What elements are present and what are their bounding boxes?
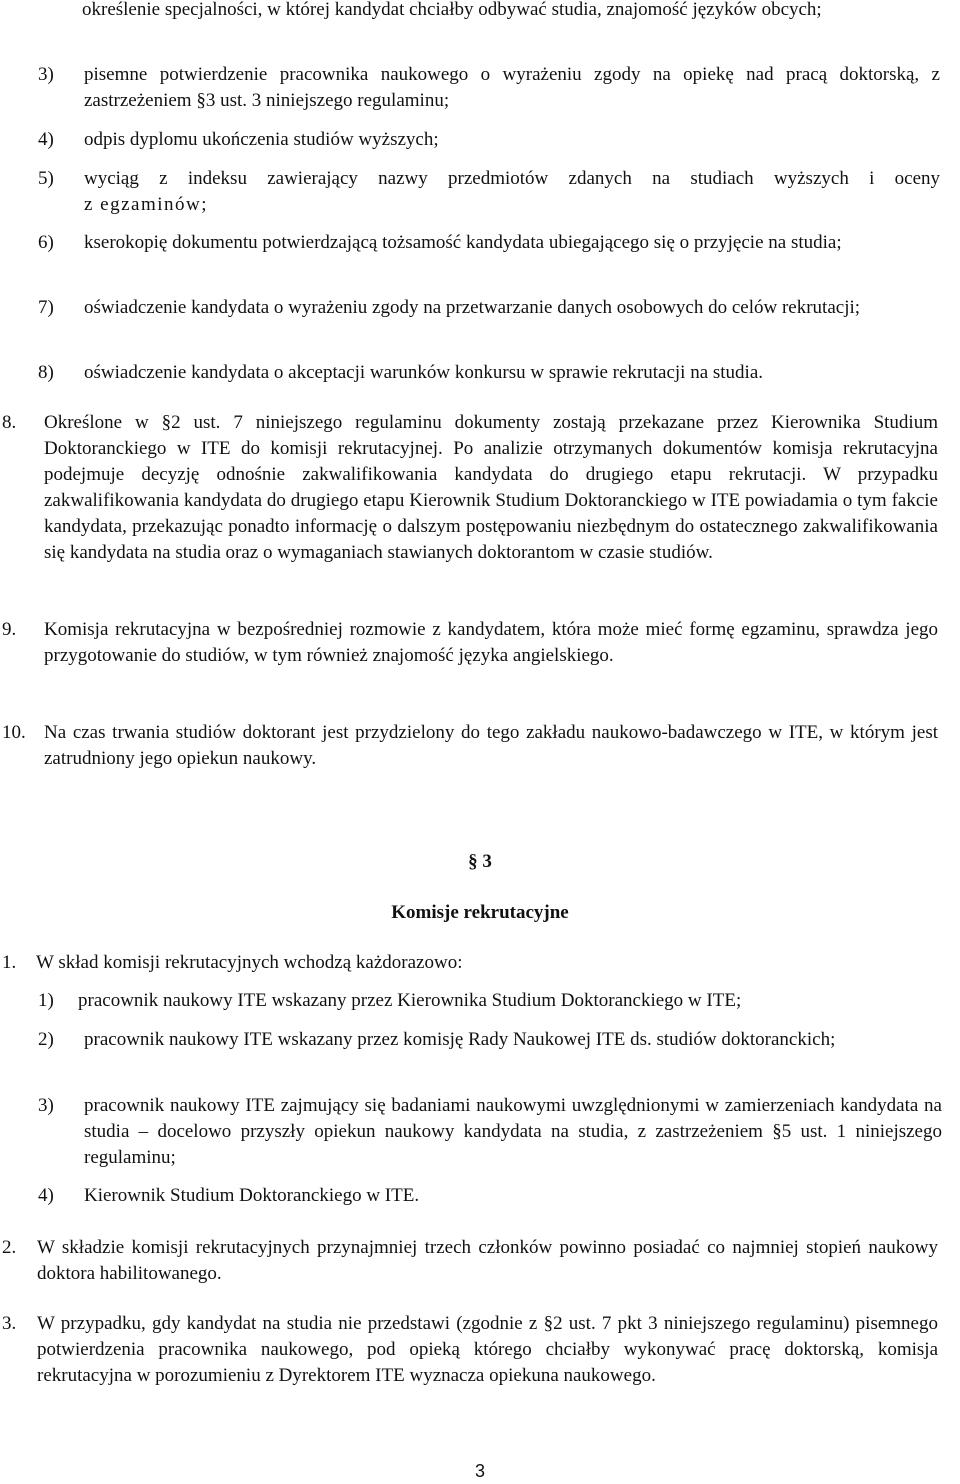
- list-item-continuation: określenie specjalności, w której kandydat chciałby odbywać studia, znajomość języków obcych;: [82, 0, 822, 20]
- page-number: 3: [474, 1461, 485, 1481]
- list-item-text: z egzaminów;: [84, 194, 209, 215]
- list-item: 8) oświadczenie kandydata o akceptacji warunków konkursu w sprawie rekrutacji na studia.: [38, 362, 764, 383]
- list-item: 5) wyciąg z indeksu zawierający nazwy przedmiotów zdanych na studiach wyższych i oceny z egzaminów;: [38, 166, 940, 218]
- section-title: Komisje rekrutacyjne: [391, 902, 569, 923]
- list-item: 1) pracownik naukowy ITE wskazany przez Kierownika Studium Doktoranckiego w ITE;: [38, 990, 742, 1011]
- list-item: 3) pisemne potwierdzenie pracownika naukowego o wyrażeniu zgody na opiekę nad pracą doktorską, z zastrzeżeniem §3 ust. 3 niniejszego regulaminu;: [38, 64, 940, 111]
- list-item: 2) pracownik naukowy ITE wskazany przez komisję Rady Naukowej ITE ds. studiów doktoranckich;: [38, 1029, 836, 1050]
- list-item: 4) Kierownik Studium Doktoranckiego w ITE.: [38, 1185, 420, 1206]
- list-item: 6) kserokopię dokumentu potwierdzającą tożsamość kandydata ubiegającego się o przyjęcie na studia;: [38, 232, 842, 253]
- list-item: 3) pracownik naukowy ITE zajmujący się badaniami naukowymi uwzględnionymi w zamierzeniach kandydata na studia – docelowo przyszły opiekun naukowy kandydata na studia, z zastrzeżeniem §5 ust. 1 niniejszego regulaminu;: [38, 1095, 942, 1168]
- paragraph-1: 1. W skład komisji rekrutacyjnych wchodzą każdorazowo:: [2, 952, 463, 973]
- paragraph-8: 8. Określone w §2 ust. 7 niniejszego regulaminu dokumenty zostają przekazane przez Kierownika Studium Doktoranckiego w ITE do komisji rekrutacyjnej. Po analizie otrzymanych dokumentów komisja rekrutacyjna podejmuje decyzję odnośnie zakwalifikowania kandydata do drugiego etapu rekrutacji. W przypadku zakwalifikowania kandydata do drugiego etapu Kierownik Studium Doktoranckiego w ITE powiadamia o tym fakcie kandydata, przekazując ponadto informację o dalszym postępowaniu niezbędnym do ostatecznego zakwalifikowania się kandydata na studia oraz o wymaganiach stawianych doktorantom w czasie studiów.: [2, 412, 938, 563]
- paragraph-2: 2. W składzie komisji rekrutacyjnych przynajmniej trzech członków powinno posiadać co najmniej stopień naukowy doktora habilitowanego.: [2, 1237, 938, 1284]
- paragraph-3: 3. W przypadku, gdy kandydat na studia nie przedstawi (zgodnie z §2 ust. 7 pkt 3 niniejszego regulaminu) pisemnego potwierdzenia pracownika naukowego, pod opieką którego chciałby wykonywać pracę doktorską, komisja rekrutacyjna w porozumieniu z Dyrektorem ITE wyznacza opiekuna naukowego.: [2, 1313, 938, 1386]
- list-item: 7) oświadczenie kandydata o wyrażeniu zgody na przetwarzanie danych osobowych do celów rekrutacji;: [38, 297, 861, 318]
- paragraph-10: 10. Na czas trwania studiów doktorant jest przydzielony do tego zakładu naukowo-badawczego w ITE, w którym jest zatrudniony jego opiekun naukowy.: [2, 722, 938, 769]
- paragraph-9: 9. Komisja rekrutacyjna w bezpośredniej rozmowie z kandydatem, która może mieć formę egzaminu, sprawdza jego przygotowanie do studiów, w tym również znajomość języka angielskiego.: [2, 619, 938, 666]
- section-number: § 3: [468, 851, 492, 872]
- list-item-text: wyciąg z indeksu zawierający nazwy przedmiotów zdanych na studiach wyższych i oceny: [84, 168, 940, 189]
- list-item: 4) odpis dyplomu ukończenia studiów wyższych;: [38, 129, 439, 150]
